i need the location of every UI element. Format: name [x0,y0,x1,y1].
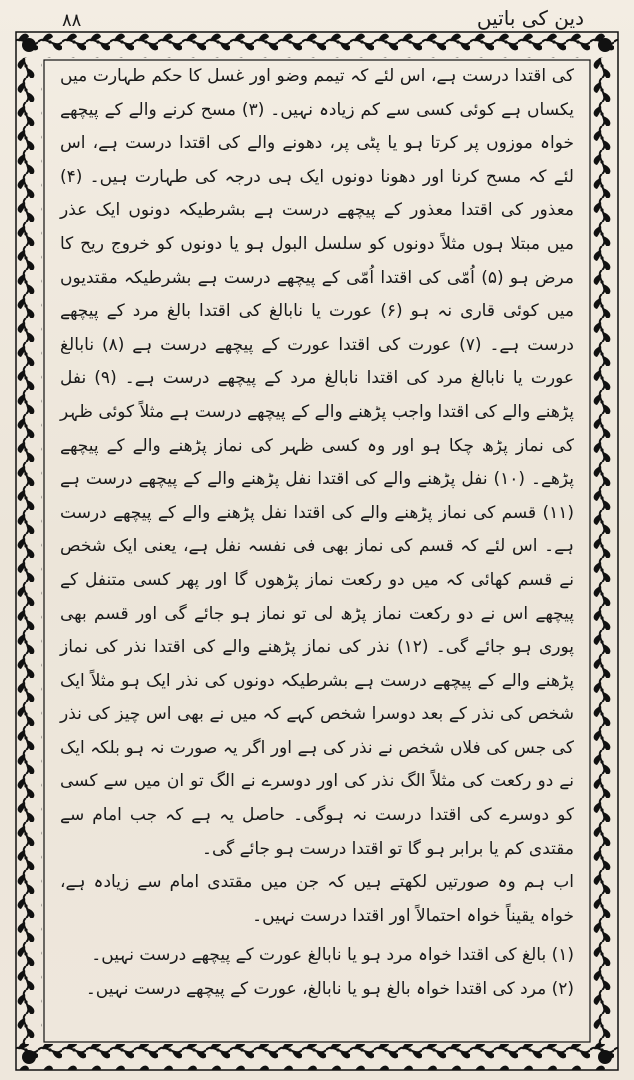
body-paragraph: اب ہم وہ صورتیں لکھتے ہیں کہ جن میں مقتدی امام سے زیادہ ہے، خواہ یقیناً خواہ احتمالاً اور اقتدا درست نہیں۔ [60,872,574,926]
page-number: ۸۸ [62,10,82,31]
page-text [60,60,574,1040]
list-item: (۲) مرد کی اقتدا خواہ بالغ ہو یا نابالغ، عورت کے پیچھے درست نہیں۔ [85,979,574,1000]
list-item: (۱) بالغ کی اقتدا خواہ مرد ہو یا نابالغ عورت کے پیچھے درست نہیں۔ [91,945,574,966]
running-title: دین کی باتیں [476,6,584,30]
body-paragraph: کی اقتدا درست ہے، اس لئے کہ تیمم وضو اور غسل کا حکم طہارت میں یکساں ہے کوئی کسی سے کم زیادہ نہیں۔ (۳) مسح کرنے والے کے پیچھے خواہ موزوں پر کرتا ہو یا پٹی پر، دھونے والے کی اقتدا درست ہے، اس لئے کہ مسح کرنا اور دھونا دونوں ایک ہی درجہ کی طہارت ہیں۔ (۴) معذور کی اقتدا معذور کے پیچھے درست ہے بشرطیکہ دونوں ایک عذر میں مبتلا ہوں مثلاً دونوں کو سلسل البول ہو یا دونوں کو خروج ریح کا مرض ہو (۵) اُمّی کی اقتدا اُمّی کے پیچھے درست ہے بشرطیکہ مقتدیوں میں کوئی قاری نہ ہو (۶) عورت یا نابالغ کی اقتدا بالغ مرد کے پیچھے درست ہے۔ (۷) عورت کی اقتدا عورت کے پیچھے درست ہے (۸) نابالغ عورت یا نابالغ مرد کی اقتدا نابالغ مرد کے پیچھے درست ہے۔ (۹) نفل پڑھنے والے کی اقتدا واجب پڑھنے والے کے پیچھے درست ہے مثلاً کوئی ظہر کی نماز پڑھ چکا ہو اور وہ کسی ظہر کی نماز پڑھنے والے کے پیچھے پڑھے۔ (۱۰) نفل پڑھنے والے کی اقتدا نفل پڑھنے والے کے پیچھے درست ہے (۱۱) قسم کی نماز پڑھنے والے کی اقتدا نفل پڑھنے والے کے پیچھے درست ہے۔ اس لئے کہ قسم کی نماز بھی فی نفسہ نفل ہے، یعنی ایک شخص نے قسم کھائی کہ میں دو رکعت نماز پڑھوں گا اور پھر کسی متنفل کے پیچھے اس نے دو رکعت نماز پڑھ لی تو نماز ہو جائے گی اور قسم بھی پوری ہو جائے گی۔ (۱۲) نذر کی نماز پڑھنے والے کی اقتدا نذر کی نماز پڑھنے والے کے پیچھے درست ہے بشرطیکہ دونوں کی نذر ایک ہو مثلاً ایک شخص کی نذر کے بعد دوسرا شخص کہے کہ میں نے بھی اس چیز کی نذر کی جس کی فلاں شخص نے نذر کی ہے اور اگر یہ صورت نہ ہو بلکہ ایک نے دو رکعت کی مثلاً الگ نذر کی اور دوسرے نے الگ تو ان میں سے کسی کو دوسرے کی اقتدا درست نہ ہوگی۔ حاصل یہ ہے کہ جب امام سے مقتدی کم یا برابر ہو گا تو اقتدا درست ہو جائے گی۔ [60,66,575,859]
